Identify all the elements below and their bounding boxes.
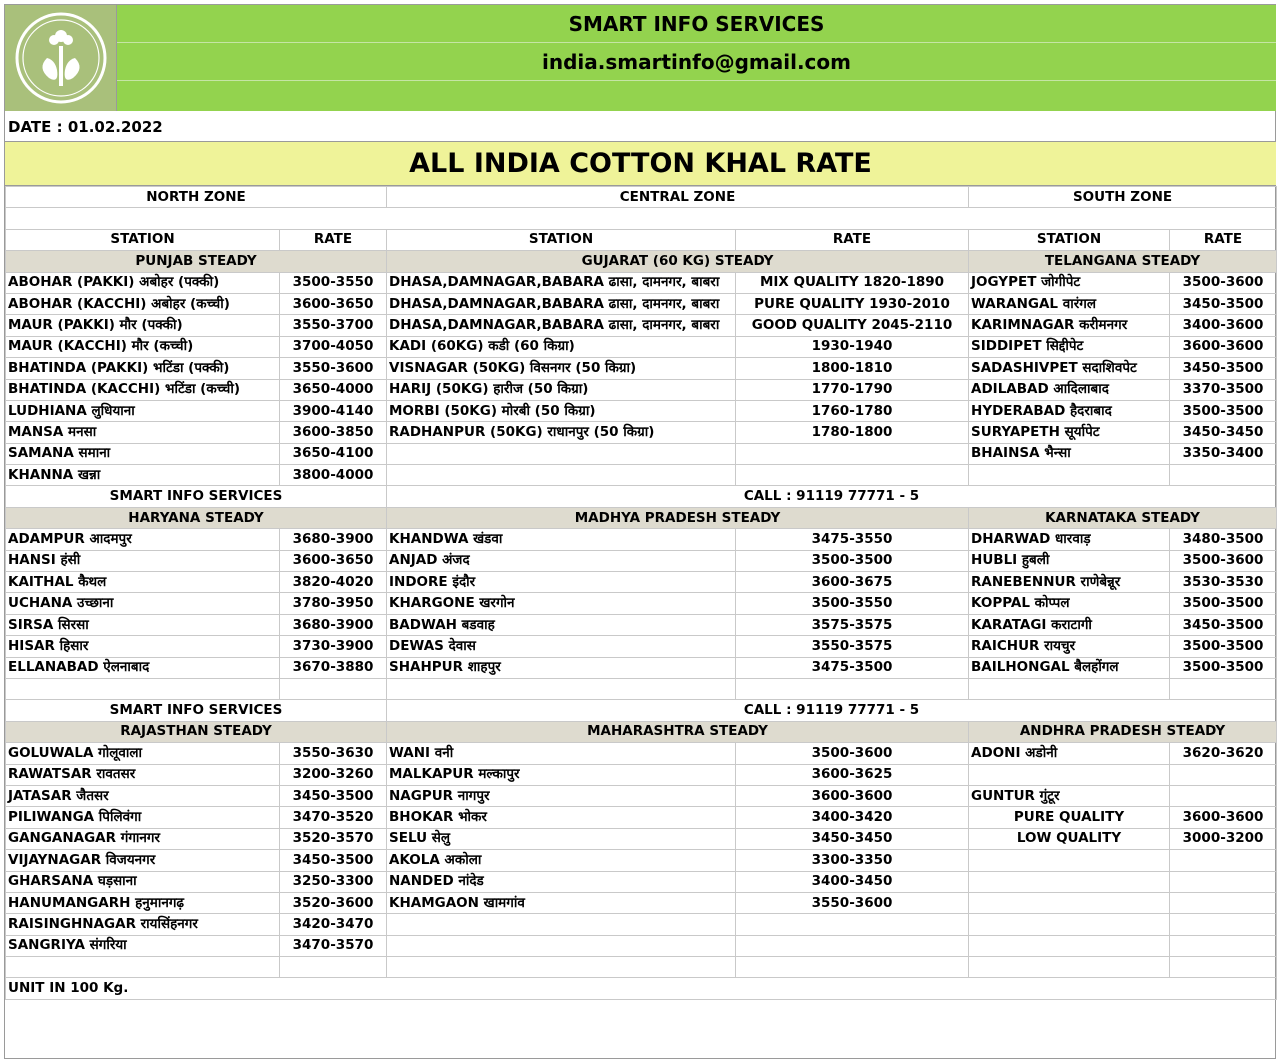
- station-cell: KARIMNAGAR करीमनगर: [969, 315, 1170, 336]
- table-row: [6, 593, 1277, 614]
- rate-cell: PURE QUALITY 1930-2010: [736, 293, 969, 314]
- station-cell: AKOLA अकोला: [387, 850, 736, 871]
- rate-cell: [736, 914, 969, 935]
- table-row: [6, 957, 1277, 978]
- station-cell: RAWATSAR रावतसर: [6, 764, 280, 785]
- table-row: [6, 764, 1277, 785]
- rate-cell: 3450-3500: [1170, 614, 1277, 635]
- rate-cell: 3650-4100: [280, 443, 387, 464]
- rate-cell: 3730-3900: [280, 636, 387, 657]
- station-cell: SURYAPETH सूर्यापेट: [969, 422, 1170, 443]
- state-telangana: TELANGANA STEADY: [969, 251, 1277, 272]
- rate-cell: 3370-3500: [1170, 379, 1277, 400]
- zone-south: SOUTH ZONE: [969, 187, 1277, 208]
- table-row: [6, 293, 1277, 314]
- rate-cell: 3800-4000: [280, 465, 387, 486]
- rate-cell: 1780-1800: [736, 422, 969, 443]
- rate-cell: 3600-3625: [736, 764, 969, 785]
- rate-cell: 3480-3500: [1170, 529, 1277, 550]
- rate-cell: 3500-3600: [736, 743, 969, 764]
- footer-call: CALL : 91119 77771 - 5: [387, 700, 1277, 721]
- station-cell: ADAMPUR आदमपुर: [6, 529, 280, 550]
- station-cell: MANSA मनसा: [6, 422, 280, 443]
- unit-label: UNIT IN 100 Kg.: [6, 978, 1277, 999]
- table-row: [6, 400, 1277, 421]
- station-cell: DHARWAD धारवाड़: [969, 529, 1170, 550]
- rate-cell: 3450-3450: [736, 828, 969, 849]
- station-cell: [969, 957, 1170, 978]
- rate-cell: 3500-3500: [1170, 657, 1277, 678]
- rate-cell: 3600-3600: [1170, 807, 1277, 828]
- rate-cell: 3820-4020: [280, 572, 387, 593]
- station-cell: [387, 465, 736, 486]
- rate-cell: [1170, 957, 1277, 978]
- station-cell: KHARGONE खरगोन: [387, 593, 736, 614]
- station-cell: NAGPUR नागपुर: [387, 785, 736, 806]
- rate-cell: MIX QUALITY 1820-1890: [736, 272, 969, 293]
- rate-cell: 3520-3600: [280, 892, 387, 913]
- station-cell: HISAR हिसार: [6, 636, 280, 657]
- rate-cell: [736, 465, 969, 486]
- station-cell: BAILHONGAL बैलहोंगल: [969, 657, 1170, 678]
- rate-cell: 3250-3300: [280, 871, 387, 892]
- station-cell: [6, 678, 280, 699]
- rate-cell: 1770-1790: [736, 379, 969, 400]
- footer-company: SMART INFO SERVICES: [6, 486, 387, 507]
- table-row: [6, 914, 1277, 935]
- rate-cell: 3000-3200: [1170, 828, 1277, 849]
- rate-cell: [1170, 764, 1277, 785]
- rate-cell: 3600-3850: [280, 422, 387, 443]
- station-cell: UCHANA उच्छाना: [6, 593, 280, 614]
- station-cell: RANEBENNUR राणेबेन्नूर: [969, 572, 1170, 593]
- station-cell: [969, 764, 1170, 785]
- logo: [5, 5, 117, 111]
- table-row: [6, 465, 1277, 486]
- station-cell: LUDHIANA लुधियाना: [6, 400, 280, 421]
- station-cell: [387, 935, 736, 956]
- footer-call: CALL : 91119 77771 - 5: [387, 486, 1277, 507]
- rate-cell: 3200-3260: [280, 764, 387, 785]
- station-cell: JATASAR जैतसर: [6, 785, 280, 806]
- table-row: [6, 315, 1277, 336]
- table-row: [6, 657, 1277, 678]
- station-cell: HARIJ (50KG) हारीज (50 किग्रा): [387, 379, 736, 400]
- rate-cell: 3550-3575: [736, 636, 969, 657]
- station-cell: PURE QUALITY: [969, 807, 1170, 828]
- col-station: STATION: [6, 229, 280, 250]
- state-rajasthan: RAJASTHAN STEADY: [6, 721, 387, 742]
- station-cell: BHOKAR भोकर: [387, 807, 736, 828]
- state-row: [6, 507, 1277, 528]
- station-cell: WARANGAL वारंगल: [969, 293, 1170, 314]
- header-spacer: [117, 81, 1276, 111]
- station-cell: LOW QUALITY: [969, 828, 1170, 849]
- station-cell: KARATAGI कराटागी: [969, 614, 1170, 635]
- station-cell: SELU सेलु: [387, 828, 736, 849]
- table-row: [6, 785, 1277, 806]
- rate-cell: 3350-3400: [1170, 443, 1277, 464]
- cotton-flower-logo-icon: [13, 10, 109, 106]
- station-cell: KHAMGAON खामगांव: [387, 892, 736, 913]
- rate-cell: [736, 957, 969, 978]
- col-rate: RATE: [736, 229, 969, 250]
- date-label: DATE : 01.02.2022: [5, 111, 1276, 142]
- rate-cell: 3520-3570: [280, 828, 387, 849]
- rate-cell: 3500-3600: [1170, 272, 1277, 293]
- station-cell: DHASA,DAMNAGAR,BABARA ढासा, दामनगर, बाबरा: [387, 315, 736, 336]
- rate-cell: 3420-3470: [280, 914, 387, 935]
- rate-cell: 3600-3650: [280, 293, 387, 314]
- station-cell: RAISINGHNAGAR रायसिंहनगर: [6, 914, 280, 935]
- company-name: SMART INFO SERVICES: [117, 5, 1276, 43]
- rate-cell: [736, 935, 969, 956]
- rate-cell: 3450-3500: [1170, 293, 1277, 314]
- zone-central: CENTRAL ZONE: [387, 187, 969, 208]
- table-row: [6, 572, 1277, 593]
- station-cell: VIJAYNAGAR विजयनगर: [6, 850, 280, 871]
- rate-cell: [1170, 785, 1277, 806]
- company-email: india.smartinfo@gmail.com: [117, 43, 1276, 81]
- station-cell: BADWAH बडवाह: [387, 614, 736, 635]
- table-row: [6, 828, 1277, 849]
- rate-cell: 3475-3500: [736, 657, 969, 678]
- station-cell: ADILABAD आदिलाबाद: [969, 379, 1170, 400]
- station-cell: SAMANA समाना: [6, 443, 280, 464]
- header: [5, 5, 1276, 111]
- table-row: [6, 272, 1277, 293]
- rate-cell: 3550-3630: [280, 743, 387, 764]
- rate-cell: [1170, 678, 1277, 699]
- station-cell: ELLANABAD ऐलनाबाद: [6, 657, 280, 678]
- station-cell: SIDDIPET सिद्दीपेट: [969, 336, 1170, 357]
- col-station: STATION: [387, 229, 736, 250]
- state-karnataka: KARNATAKA STEADY: [969, 507, 1277, 528]
- station-cell: [969, 465, 1170, 486]
- col-rate: RATE: [280, 229, 387, 250]
- station-cell: INDORE इंदौर: [387, 572, 736, 593]
- station-cell: GOLUWALA गोलूवाला: [6, 743, 280, 764]
- station-cell: SADASHIVPET सदाशिवपेट: [969, 358, 1170, 379]
- station-cell: HANSI हंसी: [6, 550, 280, 571]
- rate-cell: 3550-3700: [280, 315, 387, 336]
- col-rate: RATE: [1170, 229, 1277, 250]
- footer-company: SMART INFO SERVICES: [6, 700, 387, 721]
- rate-cell: 3500-3500: [1170, 636, 1277, 657]
- table-row: [6, 678, 1277, 699]
- rate-cell: 3500-3500: [736, 550, 969, 571]
- spacer-row: [6, 208, 1277, 229]
- station-cell: [969, 892, 1170, 913]
- rate-cell: 3500-3550: [736, 593, 969, 614]
- station-cell: HYDERABAD हैदराबाद: [969, 400, 1170, 421]
- station-cell: [6, 957, 280, 978]
- station-cell: SIRSA सिरसा: [6, 614, 280, 635]
- rate-cell: 3470-3570: [280, 935, 387, 956]
- station-cell: KHANNA खन्ना: [6, 465, 280, 486]
- station-cell: HANUMANGARH हनुमानगढ़: [6, 892, 280, 913]
- station-cell: VISNAGAR (50KG) विसनगर (50 किग्रा): [387, 358, 736, 379]
- station-cell: ANJAD अंजद: [387, 550, 736, 571]
- station-cell: ADONI अडोनी: [969, 743, 1170, 764]
- rate-cell: 3400-3450: [736, 871, 969, 892]
- rate-cell: 3600-3675: [736, 572, 969, 593]
- rate-cell: 3700-4050: [280, 336, 387, 357]
- rate-cell: 3450-3500: [1170, 358, 1277, 379]
- station-cell: KOPPAL कोप्पल: [969, 593, 1170, 614]
- station-cell: ABOHAR (KACCHI) अबोहर (कच्ची): [6, 293, 280, 314]
- station-cell: [969, 678, 1170, 699]
- unit-row: [6, 978, 1277, 999]
- table-row: [6, 850, 1277, 871]
- station-cell: DHASA,DAMNAGAR,BABARA ढासा, दामनगर, बाबरा: [387, 293, 736, 314]
- rate-cell: 3450-3500: [280, 785, 387, 806]
- rate-cell: 1800-1810: [736, 358, 969, 379]
- station-cell: DEWAS देवास: [387, 636, 736, 657]
- table-row: [6, 379, 1277, 400]
- rate-cell: 3620-3620: [1170, 743, 1277, 764]
- rate-cell: 3670-3880: [280, 657, 387, 678]
- station-cell: BHATINDA (PAKKI) भटिंडा (पक्की): [6, 358, 280, 379]
- zone-north: NORTH ZONE: [6, 187, 387, 208]
- station-cell: HUBLI हुबली: [969, 550, 1170, 571]
- contact-row: [6, 486, 1277, 507]
- station-cell: MAUR (KACCHI) मौर (कच्ची): [6, 336, 280, 357]
- station-cell: JOGYPET जोगीपेट: [969, 272, 1170, 293]
- state-gujarat: GUJARAT (60 KG) STEADY: [387, 251, 969, 272]
- station-cell: BHATINDA (KACCHI) भटिंडा (कच्ची): [6, 379, 280, 400]
- rate-cell: [280, 957, 387, 978]
- rate-cell: 3500-3500: [1170, 400, 1277, 421]
- station-cell: DHASA,DAMNAGAR,BABARA ढासा, दामनगर, बाबरा: [387, 272, 736, 293]
- rate-cell: 3900-4140: [280, 400, 387, 421]
- state-row: [6, 721, 1277, 742]
- rate-cell: 3400-3600: [1170, 315, 1277, 336]
- col-station: STATION: [969, 229, 1170, 250]
- rate-cell: [1170, 892, 1277, 913]
- rate-cell: 3650-4000: [280, 379, 387, 400]
- station-cell: [387, 957, 736, 978]
- rate-cell: 3575-3575: [736, 614, 969, 635]
- rate-cell: [1170, 871, 1277, 892]
- rate-cell: 3780-3950: [280, 593, 387, 614]
- rate-cell: 1760-1780: [736, 400, 969, 421]
- table-row: [6, 336, 1277, 357]
- table-row: [6, 443, 1277, 464]
- rate-cell: [1170, 914, 1277, 935]
- rate-cell: 3300-3350: [736, 850, 969, 871]
- station-cell: SHAHPUR शाहपुर: [387, 657, 736, 678]
- rate-cell: 3450-3450: [1170, 422, 1277, 443]
- rate-cell: 3470-3520: [280, 807, 387, 828]
- station-cell: KADI (60KG) कडी (60 किग्रा): [387, 336, 736, 357]
- state-maharashtra: MAHARASHTRA STEADY: [387, 721, 969, 742]
- rate-cell: 3680-3900: [280, 614, 387, 635]
- rate-sheet: [4, 4, 1276, 1059]
- state-andhra: ANDHRA PRADESH STEADY: [969, 721, 1277, 742]
- state-punjab: PUNJAB STEADY: [6, 251, 387, 272]
- table-row: [6, 358, 1277, 379]
- rate-cell: 3500-3600: [1170, 550, 1277, 571]
- rate-cell: 3600-3650: [280, 550, 387, 571]
- table-row: [6, 614, 1277, 635]
- station-cell: [969, 850, 1170, 871]
- station-cell: NANDED नांदेड: [387, 871, 736, 892]
- rate-cell: 3500-3550: [280, 272, 387, 293]
- rate-cell: [736, 678, 969, 699]
- rate-cell: 1930-1940: [736, 336, 969, 357]
- table-row: [6, 807, 1277, 828]
- station-cell: KHANDWA खंडवा: [387, 529, 736, 550]
- table-row: [6, 422, 1277, 443]
- rate-cell: 3500-3500: [1170, 593, 1277, 614]
- station-cell: GHARSANA घड़साना: [6, 871, 280, 892]
- rate-cell: GOOD QUALITY 2045-2110: [736, 315, 969, 336]
- rate-cell: 3400-3420: [736, 807, 969, 828]
- station-cell: [387, 914, 736, 935]
- rate-table: [5, 186, 1277, 1000]
- contact-row: [6, 700, 1277, 721]
- station-cell: [969, 935, 1170, 956]
- rate-cell: [1170, 850, 1277, 871]
- station-cell: [387, 443, 736, 464]
- station-cell: GANGANAGAR गंगानगर: [6, 828, 280, 849]
- station-cell: RADHANPUR (50KG) राधानपुर (50 किग्रा): [387, 422, 736, 443]
- station-cell: MAUR (PAKKI) मौर (पक्की): [6, 315, 280, 336]
- station-cell: MALKAPUR मल्कापुर: [387, 764, 736, 785]
- rate-cell: [736, 443, 969, 464]
- station-cell: SANGRIYA संगरिया: [6, 935, 280, 956]
- rate-cell: 3450-3500: [280, 850, 387, 871]
- station-cell: [969, 871, 1170, 892]
- table-row: [6, 550, 1277, 571]
- rate-cell: 3550-3600: [280, 358, 387, 379]
- rate-cell: [280, 678, 387, 699]
- station-cell: PILIWANGA पिलिवंगा: [6, 807, 280, 828]
- table-row: [6, 892, 1277, 913]
- rate-cell: 3600-3600: [736, 785, 969, 806]
- state-mp: MADHYA PRADESH STEADY: [387, 507, 969, 528]
- station-cell: MORBI (50KG) मोरबी (50 किग्रा): [387, 400, 736, 421]
- station-cell: [387, 678, 736, 699]
- table-row: [6, 871, 1277, 892]
- page-title: ALL INDIA COTTON KHAL RATE: [5, 142, 1276, 186]
- rate-cell: [1170, 935, 1277, 956]
- table-row: [6, 529, 1277, 550]
- station-cell: BHAINSA भैन्सा: [969, 443, 1170, 464]
- station-cell: RAICHUR रायचुर: [969, 636, 1170, 657]
- rate-cell: 3680-3900: [280, 529, 387, 550]
- station-cell: KAITHAL कैथल: [6, 572, 280, 593]
- station-cell: GUNTUR गुंटूर: [969, 785, 1170, 806]
- rate-cell: 3475-3550: [736, 529, 969, 550]
- table-row: [6, 636, 1277, 657]
- rate-cell: 3530-3530: [1170, 572, 1277, 593]
- station-cell: [969, 914, 1170, 935]
- rate-cell: 3600-3600: [1170, 336, 1277, 357]
- table-row: [6, 743, 1277, 764]
- rate-cell: 3550-3600: [736, 892, 969, 913]
- rate-cell: [1170, 465, 1277, 486]
- station-cell: ABOHAR (PAKKI) अबोहर (पक्की): [6, 272, 280, 293]
- table-row: [6, 935, 1277, 956]
- station-cell: WANI वनी: [387, 743, 736, 764]
- state-haryana: HARYANA STEADY: [6, 507, 387, 528]
